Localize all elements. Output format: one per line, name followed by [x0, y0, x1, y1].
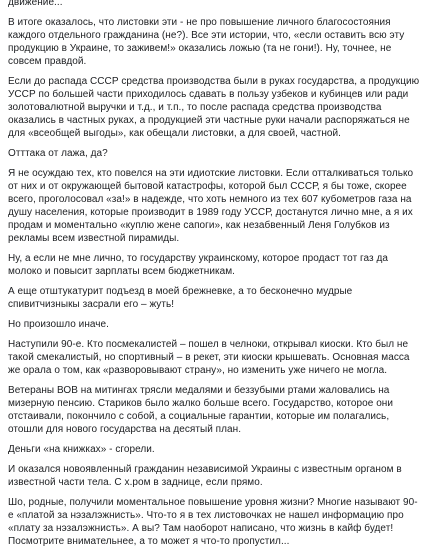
post-paragraph-13: Шо, родные, получили моментальное повышение уровня жизни? Многие называют 90-е «платой за нэзалэжнисть». Что-то я в тех листовочках не нашел информацию про «плату за нэзалэжнисть». А вы? Там наоборот написано, что жизнь в кайф будет! Посмотрите внимательнее, а то может я что-то пропустил...	[8, 497, 418, 547]
post-paragraph-1: движение...	[8, 0, 63, 8]
post-paragraph-12: И оказался новоявленный гражданин независимой Украины с известным органом в известной части тела. С х.ром в заднице, если прямо.	[8, 464, 402, 488]
post-paragraph-3: Если до распада СССР средства производства были в руках государства, а продукцию УССР по большей части приходилось сдавать в пользу узбеков и кубинцев или ради золотовалютной выручки и т.д., и т.п., то после распада средства производства оказались в частных руках, а продукцией эти частные руки начали распоряжаться не для «всеобщей выгоды», как обещали листовки, а для своей, частной.	[8, 76, 420, 139]
post-paragraph-5: Я не осуждаю тех, кто повелся на эти идиотские листовки. Если отталкиваться только от них и от окружающей бытовой катастрофы, которой был СССР, я бы тоже, скорее всего, проголосовал «за!» в надежде, что хоть немного из тех 607 кубометров газа на душу населения, которые производит в 1989 году УССР, достанутся лично мне, а я их продам и моментально «куплю жене сапоги», как незабвенный Леня Голубков из рекламы всем известной пирамиды.	[8, 168, 414, 244]
post-paragraph-8: Но произошло иначе.	[8, 319, 109, 330]
post-paragraph-7: А еще отштукатурит подъезд в моей брежневке, а то бесконечно мудрые спивитчизныкы засрали его – жуть!	[8, 286, 353, 310]
post-paragraph-10: Ветераны ВОВ на митингах трясли медалями и беззубыми ртами жаловались на мизерную пенсию. Стариков было жалко больше всего. Государство, которое они отстаивали, покончило с собой, а социальные гарантии, которые им полагались, отошли для нового государства на десятый план.	[8, 385, 394, 435]
post-paragraph-2: В итоге оказалось, что листовки эти - не про повышение личного благосостояния каждого отдельного гражданина (не?). Все эти истории, что, «если оставить всю эту продукцию в Украине, то заживем!» оказались ложью (та не гони!). Ну, точнее, не совсем правдой.	[8, 17, 405, 67]
post-paragraph-6: Ну, а если не мне лично, то государству украинскому, которое продаст тот газ да молоко и повысит зарплаты всем бюджетникам.	[8, 253, 388, 277]
post-paragraph-11: Деньги «на книжках» - сгорели.	[8, 444, 155, 455]
post-paragraph-9: Наступили 90-е. Кто посмекалистей – пошел в челноки, открывал киоски. Кто был не такой смекалистый, но спортивный – в рекет, эти киоски крышевать. Основная масса же орала о том, как «разворовывают страну», но изменить уже ничего не могла.	[8, 339, 410, 376]
post-body	[8, 0, 422, 555]
post-paragraph-4: Отттака от лажа, да?	[8, 148, 108, 159]
